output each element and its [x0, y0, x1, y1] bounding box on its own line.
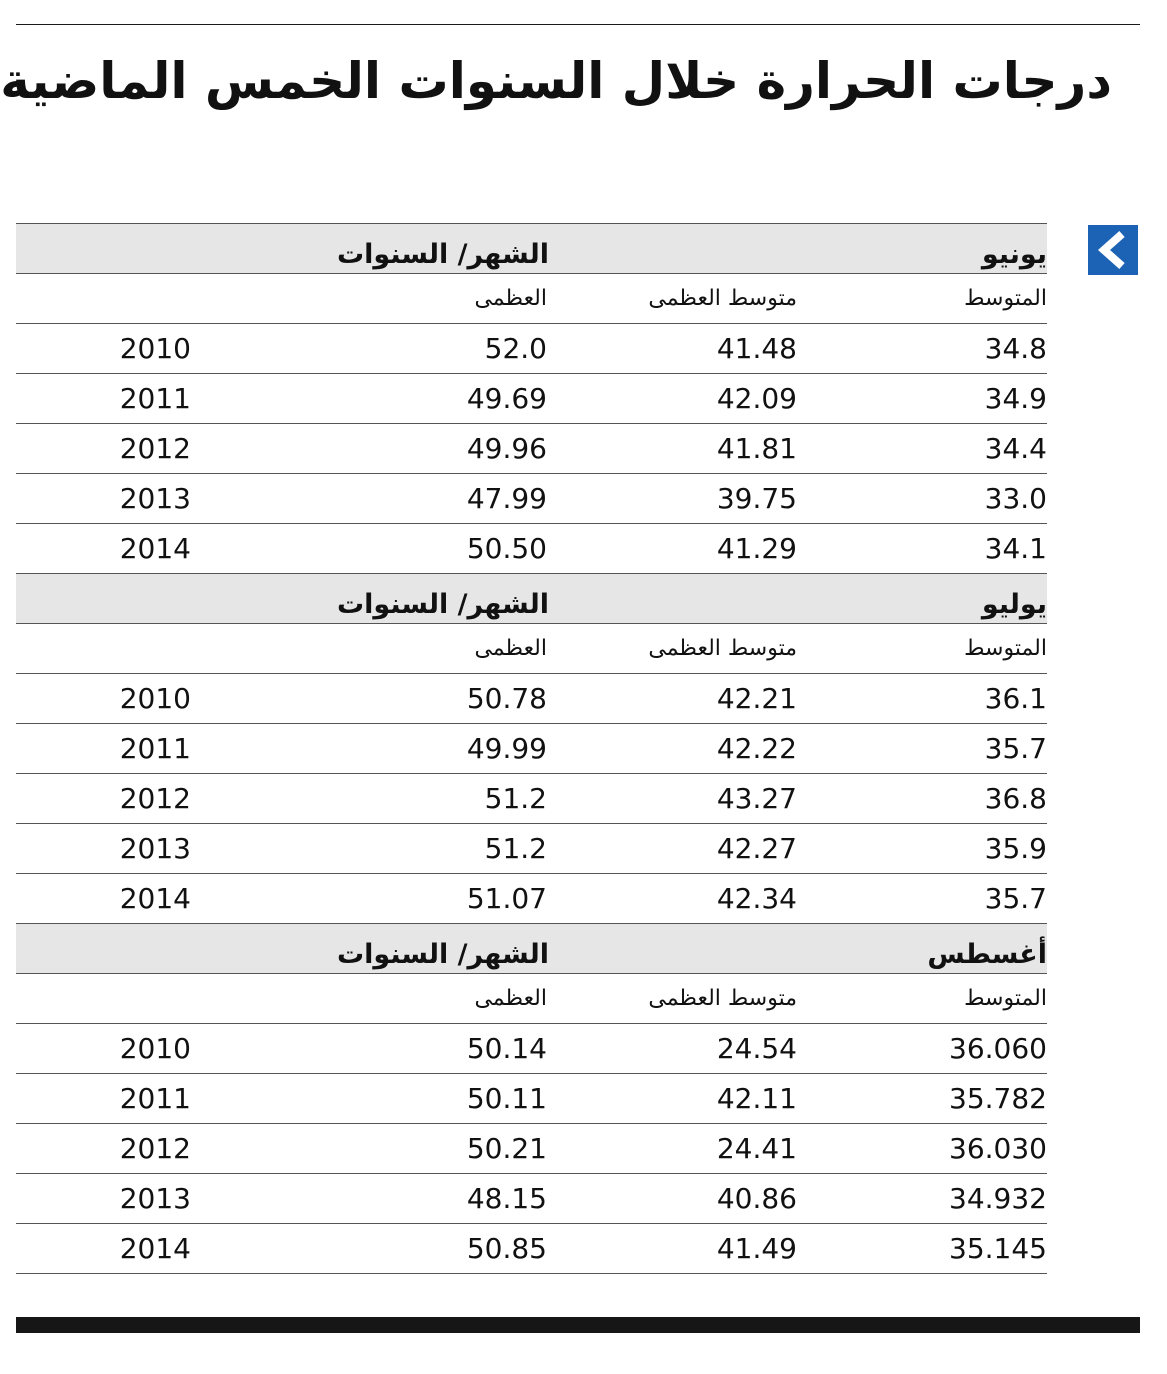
col-average-max: متوسط العظمى [648, 286, 797, 311]
table-row [16, 873, 1047, 923]
table-row [16, 723, 1047, 773]
chevron-left-icon [1096, 231, 1130, 269]
month-years-heading: الشهر/ السنوات [337, 939, 549, 970]
cell-year: 2010 [119, 1032, 191, 1065]
cell-max: 51.2 [484, 782, 547, 815]
cell-average: 34.4 [984, 432, 1047, 465]
cell-average: 36.1 [984, 682, 1047, 715]
cell-year: 2011 [119, 732, 191, 765]
month-years-heading: الشهر/ السنوات [337, 589, 549, 620]
cell-average: 35.7 [984, 732, 1047, 765]
section-header [16, 223, 1047, 273]
month-label: يونيو [981, 239, 1047, 270]
column-headers [16, 623, 1047, 673]
table-row [16, 1173, 1047, 1223]
footer-bar [16, 1317, 1140, 1333]
col-average: المتوسط [964, 986, 1047, 1011]
table-row [16, 773, 1047, 823]
table-row [16, 473, 1047, 523]
cell-average-max: 42.22 [716, 732, 797, 765]
cell-year: 2013 [119, 832, 191, 865]
month-label: يوليو [981, 589, 1047, 620]
cell-average: 35.782 [949, 1082, 1047, 1115]
cell-average-max: 24.41 [716, 1132, 797, 1165]
col-average-max: متوسط العظمى [648, 636, 797, 661]
table-row [16, 323, 1047, 373]
cell-max: 50.11 [466, 1082, 547, 1115]
nav-back-button[interactable] [1088, 225, 1138, 275]
col-max: العظمى [474, 986, 547, 1011]
cell-average: 33.0 [984, 482, 1047, 515]
table-row [16, 1073, 1047, 1123]
cell-average: 36.8 [984, 782, 1047, 815]
cell-max: 49.69 [466, 382, 547, 415]
section-header [16, 923, 1047, 973]
cell-average-max: 42.09 [716, 382, 797, 415]
cell-year: 2014 [119, 1232, 191, 1265]
cell-average: 35.7 [984, 882, 1047, 915]
cell-year: 2013 [119, 1182, 191, 1215]
month-label: أغسطس [927, 939, 1047, 970]
column-headers [16, 273, 1047, 323]
col-average-max: متوسط العظمى [648, 986, 797, 1011]
cell-year: 2012 [119, 782, 191, 815]
cell-average-max: 40.86 [716, 1182, 797, 1215]
cell-year: 2014 [119, 882, 191, 915]
temperature-table [16, 223, 1047, 1273]
table-row [16, 1023, 1047, 1073]
cell-max: 50.85 [466, 1232, 547, 1265]
col-max: العظمى [474, 636, 547, 661]
cell-average-max: 41.81 [716, 432, 797, 465]
cell-average-max: 42.21 [716, 682, 797, 715]
cell-average: 36.030 [949, 1132, 1047, 1165]
col-max: العظمى [474, 286, 547, 311]
cell-year: 2011 [119, 1082, 191, 1115]
cell-average-max: 43.27 [716, 782, 797, 815]
cell-average: 34.1 [984, 532, 1047, 565]
table-row [16, 823, 1047, 873]
table-row [16, 1223, 1047, 1273]
col-average: المتوسط [964, 636, 1047, 661]
cell-year: 2010 [119, 682, 191, 715]
table-row [16, 523, 1047, 573]
cell-max: 52.0 [484, 332, 547, 365]
table-row [16, 423, 1047, 473]
table-bottom-rule [16, 1273, 1047, 1274]
cell-average-max: 41.49 [716, 1232, 797, 1265]
cell-average-max: 39.75 [716, 482, 797, 515]
cell-average-max: 42.34 [716, 882, 797, 915]
table-row [16, 673, 1047, 723]
cell-average: 34.8 [984, 332, 1047, 365]
table-row [16, 373, 1047, 423]
cell-year: 2012 [119, 1132, 191, 1165]
cell-average: 34.9 [984, 382, 1047, 415]
cell-year: 2010 [119, 332, 191, 365]
cell-average-max: 41.48 [716, 332, 797, 365]
cell-average-max: 24.54 [716, 1032, 797, 1065]
cell-max: 50.78 [466, 682, 547, 715]
cell-average-max: 42.27 [716, 832, 797, 865]
cell-max: 49.96 [466, 432, 547, 465]
column-headers [16, 973, 1047, 1023]
cell-max: 48.15 [466, 1182, 547, 1215]
cell-max: 50.50 [466, 532, 547, 565]
cell-average: 35.145 [949, 1232, 1047, 1265]
cell-average: 35.9 [984, 832, 1047, 865]
cell-year: 2014 [119, 532, 191, 565]
cell-average-max: 42.11 [716, 1082, 797, 1115]
cell-average: 36.060 [949, 1032, 1047, 1065]
table-row [16, 1123, 1047, 1173]
month-years-heading: الشهر/ السنوات [337, 239, 549, 270]
cell-max: 50.21 [466, 1132, 547, 1165]
cell-max: 51.2 [484, 832, 547, 865]
cell-average: 34.932 [949, 1182, 1047, 1215]
cell-year: 2011 [119, 382, 191, 415]
cell-max: 47.99 [466, 482, 547, 515]
cell-max: 50.14 [466, 1032, 547, 1065]
cell-max: 49.99 [466, 732, 547, 765]
top-rule [16, 24, 1140, 25]
cell-average-max: 41.29 [716, 532, 797, 565]
col-average: المتوسط [964, 286, 1047, 311]
cell-year: 2012 [119, 432, 191, 465]
cell-max: 51.07 [466, 882, 547, 915]
page-title: درجات الحرارة خلال السنوات الخمس الماضية [0, 52, 1112, 110]
cell-year: 2013 [119, 482, 191, 515]
section-header [16, 573, 1047, 623]
